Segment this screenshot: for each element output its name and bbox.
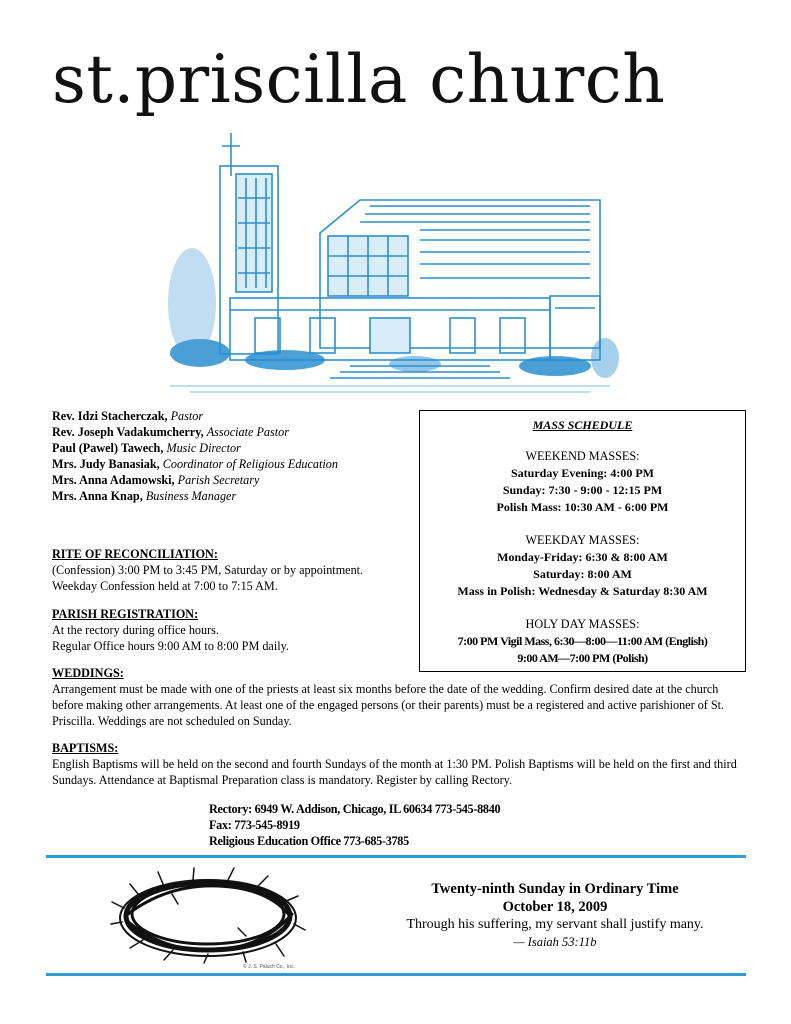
staff-entry [52,488,402,504]
mass-time: Saturday: 8:00 AM [533,567,632,581]
registration-section [52,606,746,654]
registration-heading: PARISH REGISTRATION: [52,607,199,621]
weddings-section [52,665,746,729]
weekend-masses-title: WEEKEND MASSES: [525,449,640,463]
rectory-address: Rectory: 6949 W. Addison, Chicago, IL 60634 773-545-8840 [209,802,501,816]
fax-number: Fax: 773-545-8919 [209,818,300,832]
staff-role: Music Director [166,441,241,455]
registration-line: Regular Office hours 9:00 AM to 8:00 PM daily. [52,639,289,653]
staff-name: Rev. Joseph Vadakumcherry, [52,425,204,439]
staff-entry [52,424,402,440]
scripture-quote: Through his suffering, my servant shall justify many. [406,917,704,932]
contact-info [209,801,500,849]
mass-time: 7:00 PM Vigil Mass, 6:30—8:00—11:00 AM (English) [457,634,708,648]
crown-of-thorns-icon [108,864,308,964]
staff-role: Parish Secretary [177,473,260,487]
reconciliation-line: Weekday Confession held at 7:00 to 7:15 AM. [52,579,278,593]
scripture-citation: — Isaiah 53:11b [513,935,597,949]
mass-time: Monday-Friday: 6:30 & 8:00 AM [497,550,668,564]
registration-line: At the rectory during office hours. [52,623,219,637]
art-copyright: © J. S. Paluch Co., Inc. [243,964,295,970]
mass-time: Sunday: 7:30 - 9:00 - 12:15 PM [502,483,663,497]
staff-name: Rev. Idzi Stacherczak, [52,409,168,423]
staff-entry [52,440,402,456]
liturgy-date: October 18, 2009 [502,899,608,915]
reconciliation-section [52,546,746,594]
staff-name: Mrs. Anna Knap, [52,489,143,503]
staff-name: Mrs. Judy Banasiak, [52,457,160,471]
church-illustration [160,128,620,400]
staff-list [52,408,402,504]
weddings-heading: WEDDINGS: [52,666,124,680]
divider-bottom [46,973,746,976]
masthead-title: st.priscilla church [52,41,666,118]
baptisms-heading: BAPTISMS: [52,741,119,755]
reconciliation-line: (Confession) 3:00 PM to 3:45 PM, Saturday or by appointment. [52,563,364,577]
weekend-masses [420,448,745,516]
weddings-text: Arrangement must be made with one of the priests at least six months before the date of the wedding. Confirm desired date at the church before making other arrangements. At least one of the engaged persons (or their parents) must be a registered and active parishioner of St. Priscilla. Weddings are not scheduled on Sunday. [52,682,725,728]
mass-time: Mass in Polish: Wednesday & Saturday 8:30 AM [457,584,708,598]
mass-time: Saturday Evening: 4:00 PM [510,466,654,480]
staff-name: Mrs. Anna Adamowski, [52,473,175,487]
staff-entry [52,408,402,424]
staff-role: Associate Pastor [206,425,289,439]
staff-name: Paul (Pawel) Tawech, [52,441,164,455]
liturgy-block [360,880,750,950]
baptisms-text: English Baptisms will be held on the second and fourth Sundays of the month at 1:30 PM. Polish Baptisms will be held on the first and third Sundays. Attendance at Baptismal Preparation class is mandatory. Register by calling Rectory. [52,757,737,787]
mass-schedule-heading: MASS SCHEDULE [532,418,633,432]
staff-role: Coordinator of Religious Education [162,457,338,471]
mass-time: Polish Mass: 10:30 AM - 6:00 PM [496,500,669,514]
staff-role: Pastor [170,409,204,423]
weekday-masses-title: WEEKDAY MASSES: [525,533,640,547]
holy-day-masses-title: HOLY DAY MASSES: [525,617,640,631]
divider-top [46,855,746,858]
reconciliation-heading: RITE OF RECONCILIATION: [52,547,218,561]
staff-entry [52,472,402,488]
staff-entry [52,456,402,472]
religious-ed-phone: Religious Education Office 773-685-3785 [209,834,409,848]
mass-time: 9:00 AM—7:00 PM (Polish) [517,651,648,665]
staff-role: Business Manager [145,489,237,503]
liturgy-title: Twenty-ninth Sunday in Ordinary Time [431,881,679,897]
baptisms-section [52,740,746,788]
